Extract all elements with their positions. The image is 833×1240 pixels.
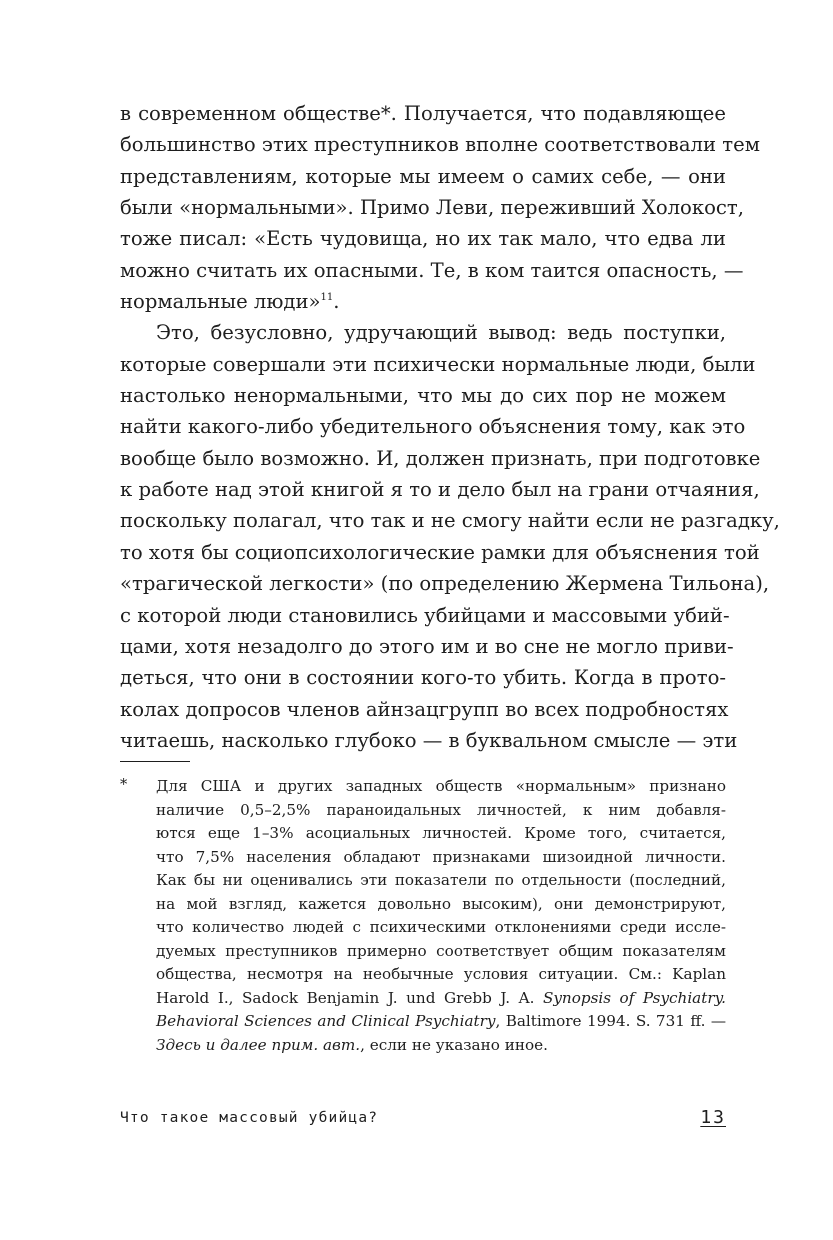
footnote-line: что количество людей с психическими отклонениями среди иссле-: [156, 918, 726, 936]
footnote-line: Как бы ни оценивались эти показатели по отдельности (последний,: [156, 871, 726, 889]
footnote-line: общества, несмотря на необычные условия ситуации. См.: Kaplan: [156, 965, 726, 983]
footnote-line: что 7,5% населения обладают признаками шизоидной личности.: [156, 847, 726, 866]
endnote-reference: 11: [320, 292, 334, 304]
page-number: 13: [700, 1107, 726, 1128]
text-line: «трагической легкости» (по определению Жермена Тильона),: [120, 572, 770, 596]
text-line: которые совершали эти психически нормальные люди, были: [120, 352, 756, 376]
paragraph-2: [120, 317, 780, 756]
footnote-divider: [120, 761, 190, 762]
text-line: настолько ненормальными, что мы до сих пор не можем: [120, 384, 726, 408]
text-line: к работе над этой книгой я то и дело был на грани отчаяния,: [120, 478, 760, 502]
author-note-tail: , если не указано иное.: [360, 1035, 548, 1054]
footnote-line: [156, 1010, 726, 1034]
footnote-line: дуемых преступников примерно соответствует общим показателям: [156, 941, 726, 960]
author-note: Здесь и далее прим. авт.: [156, 1035, 361, 1054]
text-line: в современном обществе*. Получается, что подавляющее: [120, 102, 726, 125]
paragraph-1: [120, 98, 760, 317]
text-line: большинство этих преступников вполне соответствовали тем: [120, 133, 760, 157]
text-line: читаешь, насколько глубоко — в буквальном смысле — эти: [120, 728, 738, 752]
text-line: представлениям, которые мы имеем о самих себе, — они: [120, 164, 726, 188]
text-fragment: нормальные люди»: [120, 290, 321, 314]
text-fragment: .: [333, 290, 340, 314]
footnote-line: на мой взгляд, кажется довольно высоким), они демонстрируют,: [156, 894, 726, 913]
citation-authors: Harold I., Sadock Benjamin J. und Grebb J. A.: [156, 988, 543, 1007]
citation-details: , Baltimore 1994. S. 731 ff. —: [495, 1012, 727, 1030]
text-line: [120, 286, 726, 317]
citation-title: Synopsis of Psychiatry.: [542, 988, 726, 1007]
main-text: [120, 98, 780, 756]
footnote-marker: *: [120, 777, 128, 793]
running-footer-title: Что такое массовый убийца?: [120, 1110, 379, 1126]
text-line: Это, безусловно, удручающий вывод: ведь поступки,: [156, 321, 726, 345]
text-line: то хотя бы социопсихологические рамки для объяснения той: [120, 540, 760, 564]
text-line: были «нормальными». Примо Леви, переживший Холокост,: [120, 196, 744, 220]
text-line: деться, что они в состоянии кого-то убить. Когда в прото-: [120, 666, 726, 690]
footnote-line: [156, 987, 726, 1011]
footnote-line: ются еще 1–3% асоциальных личностей. Кроме того, считается,: [156, 824, 726, 842]
footnote-line: наличие 0,5–2,5% параноидальных личностей, к ним добавля-: [156, 800, 726, 819]
text-line: колах допросов членов айнзацгрупп во всех подробностях: [120, 697, 729, 721]
footnote-line: [156, 1034, 726, 1058]
text-line: цами, хотя незадолго до этого им и во сне не могло приви-: [120, 634, 734, 658]
text-line: тоже писал: «Есть чудовища, но их так мало, что едва ли: [120, 227, 726, 251]
text-line: можно считать их опасными. Те, в ком таится опасность, —: [120, 258, 744, 282]
text-line: вообще было возможно. И, должен признать, при подготовке: [120, 446, 761, 470]
footnote-line: Для США и других западных обществ «нормальным» признано: [156, 777, 726, 795]
citation-subtitle: Behavioral Sciences and Clinical Psychiatry: [156, 1012, 496, 1030]
text-line: найти какого-либо убедительного объяснения тому, как это: [120, 415, 746, 439]
text-line: с которой люди становились убийцами и массовыми убий-: [120, 603, 730, 627]
text-line: поскольку полагал, что так и не смогу найти если не разгадку,: [120, 509, 780, 533]
footnote: [156, 775, 726, 1057]
